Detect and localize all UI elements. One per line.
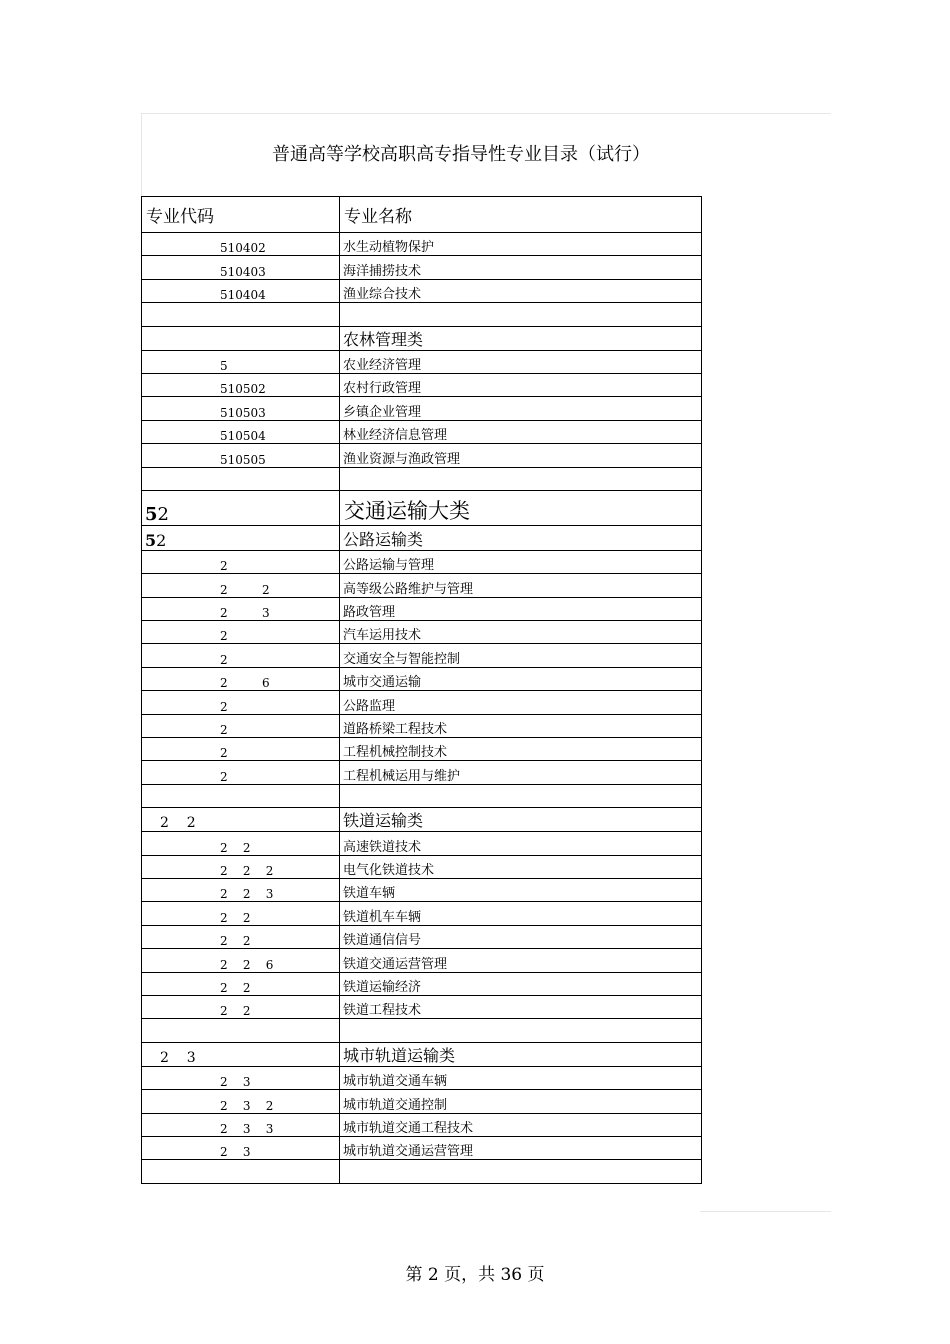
major-name-cell [340, 303, 702, 326]
table-row [142, 1136, 702, 1159]
table-row [142, 667, 702, 690]
major-code-cell: 510503 [142, 397, 340, 420]
major-code-cell [142, 1019, 340, 1042]
major-code-cell: 2 [142, 550, 340, 573]
major-code-cell: 2 2 2 [142, 855, 340, 878]
table-row [142, 1042, 702, 1066]
major-code-cell: 510402 [142, 233, 340, 256]
major-code-cell: 2 2 [142, 574, 340, 597]
major-name-cell: 铁道工程技术 [340, 995, 702, 1018]
table-row [142, 420, 702, 443]
code-bold-digit: 5 [145, 503, 158, 525]
header-code: 专业代码 [142, 197, 340, 233]
major-name-cell: 公路监理 [340, 691, 702, 714]
major-name-cell: 铁道交通运营管理 [340, 949, 702, 972]
major-code-cell: 510502 [142, 373, 340, 396]
major-name-cell: 铁道车辆 [340, 878, 702, 901]
major-code-cell: 2 3 2 [142, 1090, 340, 1113]
major-name-cell: 海洋捕捞技术 [340, 256, 702, 279]
major-code-cell: 2 2 3 [142, 878, 340, 901]
table-row [142, 279, 702, 302]
page-title: 普通高等学校高职高专指导性专业目录（试行） [272, 144, 650, 165]
major-name-cell: 电气化铁道技术 [340, 855, 702, 878]
code-rest: 2 [157, 503, 169, 525]
table-row [142, 444, 702, 467]
major-code-cell: 2 2 [142, 995, 340, 1018]
table-row [142, 972, 702, 995]
major-code-cell [142, 525, 340, 550]
major-code-cell: 2 [142, 738, 340, 761]
major-name-cell: 城市轨道交通工程技术 [340, 1113, 702, 1136]
table-row [142, 233, 702, 256]
major-name-cell: 铁道通信信号 [340, 925, 702, 948]
major-name-cell: 高速铁道技术 [340, 832, 702, 855]
major-name-cell: 渔业综合技术 [340, 279, 702, 302]
major-name-cell: 乡镇企业管理 [340, 397, 702, 420]
major-name-cell: 铁道运输类 [340, 808, 702, 832]
major-name-cell [340, 467, 702, 490]
major-code-cell: 2 2 [142, 902, 340, 925]
major-code-cell: 2 [142, 644, 340, 667]
table-row [142, 467, 702, 490]
major-name-cell [340, 784, 702, 807]
table-row [142, 326, 702, 350]
table-row [142, 1019, 702, 1042]
major-code-cell: 2 2 [142, 832, 340, 855]
major-catalog-table [141, 196, 702, 1184]
major-code-cell: 2 2 [142, 808, 340, 832]
major-code-cell: 5 [142, 350, 340, 373]
major-code-cell: 2 2 [142, 972, 340, 995]
major-code-cell [142, 326, 340, 350]
table-row [142, 714, 702, 737]
major-name-cell: 农村行政管理 [340, 373, 702, 396]
major-code-cell: 510404 [142, 279, 340, 302]
major-code-cell: 2 [142, 691, 340, 714]
major-code-cell [142, 303, 340, 326]
table-row [142, 902, 702, 925]
major-name-cell: 城市轨道运输类 [340, 1042, 702, 1066]
table-row [142, 855, 702, 878]
header-name: 专业名称 [340, 197, 702, 233]
major-code-cell: 510403 [142, 256, 340, 279]
table-row [142, 303, 702, 326]
major-code-cell: 2 [142, 714, 340, 737]
major-code-cell: 2 3 [142, 1066, 340, 1089]
major-name-cell: 农业经济管理 [340, 350, 702, 373]
table-row [142, 878, 702, 901]
major-code-cell: 2 [142, 761, 340, 784]
major-code-cell [142, 784, 340, 807]
major-code-cell: 2 3 [142, 1136, 340, 1159]
major-code-cell: 2 2 6 [142, 949, 340, 972]
table-row [142, 397, 702, 420]
major-code-cell: 2 3 3 [142, 1113, 340, 1136]
major-name-cell: 林业经济信息管理 [340, 420, 702, 443]
sheet-bottom-border [700, 1211, 831, 1212]
table-row [142, 995, 702, 1018]
table-row [142, 925, 702, 948]
table-row [142, 644, 702, 667]
table-row [142, 1160, 702, 1183]
table-row [142, 808, 702, 832]
table-row [142, 1090, 702, 1113]
major-code-cell [142, 1160, 340, 1183]
sheet-top-border [141, 113, 831, 114]
table-row [142, 691, 702, 714]
major-name-cell: 公路运输类 [340, 525, 702, 550]
table-row [142, 1113, 702, 1136]
table-row [142, 350, 702, 373]
major-name-cell: 城市轨道交通车辆 [340, 1066, 702, 1089]
major-name-cell: 交通安全与智能控制 [340, 644, 702, 667]
major-name-cell: 工程机械运用与维护 [340, 761, 702, 784]
table-header-row [142, 197, 702, 233]
table-row [142, 525, 702, 550]
table-row [142, 256, 702, 279]
major-code-cell: 2 6 [142, 667, 340, 690]
table-row [142, 738, 702, 761]
major-name-cell: 路政管理 [340, 597, 702, 620]
code-bold-digit: 5 [145, 530, 157, 550]
major-name-cell: 公路运输与管理 [340, 550, 702, 573]
major-name-cell: 道路桥梁工程技术 [340, 714, 702, 737]
table-row [142, 832, 702, 855]
major-code-cell: 510505 [142, 444, 340, 467]
major-name-cell [340, 1160, 702, 1183]
table-row [142, 784, 702, 807]
table-row [142, 597, 702, 620]
major-code-cell: 2 3 [142, 597, 340, 620]
table-row [142, 949, 702, 972]
major-name-cell: 城市轨道交通运营管理 [340, 1136, 702, 1159]
table-row [142, 574, 702, 597]
major-name-cell: 高等级公路维护与管理 [340, 574, 702, 597]
major-code-cell [142, 490, 340, 525]
table-row [142, 550, 702, 573]
page-footer: 第 2 页，共 36 页 [405, 1265, 545, 1285]
major-code-cell: 510504 [142, 420, 340, 443]
major-name-cell: 交通运输大类 [340, 490, 702, 525]
major-code-cell: 2 2 [142, 925, 340, 948]
major-name-cell: 城市交通运输 [340, 667, 702, 690]
major-name-cell [340, 1019, 702, 1042]
table-row [142, 490, 702, 525]
major-name-cell: 工程机械控制技术 [340, 738, 702, 761]
table-row [142, 621, 702, 644]
table-row [142, 761, 702, 784]
major-code-cell [142, 467, 340, 490]
major-name-cell: 汽车运用技术 [340, 621, 702, 644]
table-row [142, 373, 702, 396]
major-name-cell: 铁道运输经济 [340, 972, 702, 995]
code-rest: 2 [156, 530, 167, 550]
major-name-cell: 城市轨道交通控制 [340, 1090, 702, 1113]
table-row [142, 1066, 702, 1089]
major-name-cell: 水生动植物保护 [340, 233, 702, 256]
major-code-cell: 2 3 [142, 1042, 340, 1066]
major-code-cell: 2 [142, 621, 340, 644]
major-name-cell: 渔业资源与渔政管理 [340, 444, 702, 467]
major-name-cell: 铁道机车车辆 [340, 902, 702, 925]
major-name-cell: 农林管理类 [340, 326, 702, 350]
